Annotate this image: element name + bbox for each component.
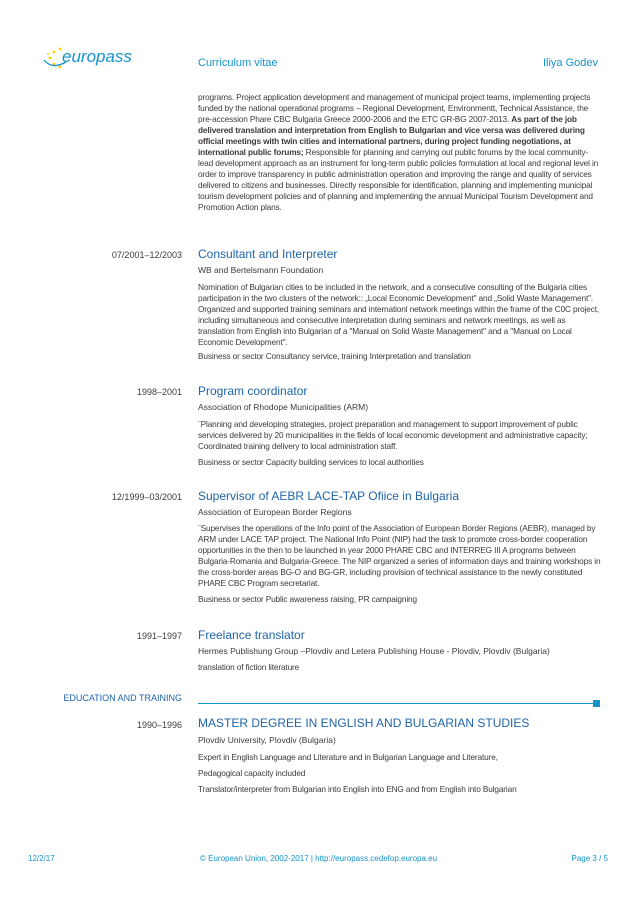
job-description: translation of fiction literature — [198, 662, 300, 672]
job-sector: Business or sector Public awareness raising, PR campaigning — [198, 594, 417, 604]
intro-text-2: Responsible for planning and carrying out public forums by the local community-lead development approach as an instrument for long-term public policies formulation at local and regional level in order to improve transparency in public administration operation and improving the range and quality of services delivered to citizens and businesses. Directly responsible for identification, planning and implementing municipal tourism development policies and of planning and implementing the annual Municipal Tourism Development and Promotion Action plans. — [198, 147, 599, 212]
education-detail: Pedagogical capacity included — [198, 768, 306, 778]
education-title: MASTER DEGREE IN ENGLISH AND BULGARIAN STUDIES — [198, 716, 530, 730]
job-description: Nomination of Bulgarian cities to be included in the network, and a consecutive consulting of the Bulgaria cities participation in the two clusters of the network:: „Local Economic Development" and „Solid Waste Management". Organized and supported training seminars and internationl network meetings within the frame of the C0C project, including simultaneous and consecutive interpretation during seminars and network meetings, as well as translation from English into Bulgarian of a "Manual on Solid Waste Management" and a "Manual on Local Economic Development". — [198, 282, 600, 347]
job-role: Program coordinator — [198, 384, 308, 398]
job-employer: WB and Bertelsmann Foundation — [198, 265, 324, 275]
logo-text: europass — [62, 47, 132, 66]
europass-logo — [40, 40, 150, 76]
section-divider — [198, 703, 593, 704]
job-description: ¨Supervises the operations of the Info point of the Association of European Border Regions (AEBR), managed by ARM under LACE TAP project. The National Info Point (NIP) had the task to promote cross-border cooperation opportunities in the then to be launched in year 2000 PHARE CBC and INTERREG III A programs between Bulgaria-Romania and Bulgaria-Greece. The NIP organized a series of information days and training workshops in the cross-border areas BG-O and BG-GR, including provision of technical assistance to the newly constituted PHARE CBC Program secretariat. — [198, 523, 601, 588]
job-description: ¨Planning and developing strategies, project preparation and management to support improvement of public services delivered by 20 municipalities in the fields of local economic development and administrative capacity; Coordinated training delivery to local administration staff. — [198, 419, 588, 451]
intro-text-1: programs. Project application development and management of municipal project teams, implementing projects funded by the national operational programs – Regional Development, Environmentt, Technical Assistance, the pre-accession Phare CBC Bulgaria Greece 2000-2006 and the ETC GR-BG 2007-2013. — [198, 92, 591, 124]
job-employer: Hermes Publishung Group –Plovdiv and Letera Publishing House - Plovdiv, Plovdiv (Bulgaria) — [198, 646, 550, 656]
page-header — [0, 0, 638, 80]
job-sector: Business or sector Capacity building services to local authorities — [198, 457, 424, 467]
job-role: Freelance translator — [198, 628, 305, 642]
job-date: 07/2001–12/2003 — [111, 250, 182, 260]
footer-date: 12/2/17 — [28, 854, 55, 863]
job-role: Consultant and Interpreter — [198, 247, 338, 261]
candidate-name: Iliya Godev — [542, 57, 598, 69]
section-heading-education: EDUCATION AND TRAINING — [63, 693, 182, 703]
education-institution: Plovdiv University, Plovdiv (Bulgaria) — [198, 735, 336, 745]
education-detail: Translator/interpreter from Bulgarian into English into ENG and from English into Bulgarian — [198, 784, 517, 794]
job-date: 1991–1997 — [136, 631, 182, 641]
job-role: Supervisor of AEBR LACE-TAP Ofiice in Bulgaria — [198, 489, 459, 503]
footer-copyright: © European Union, 2002-2017 | http://europass.cedefop.europa.eu — [200, 854, 438, 863]
job-sector: Business or sector Consultancy service, training Interpretation and translation — [198, 351, 471, 361]
section-marker-icon — [593, 700, 600, 707]
job-date: 12/1999–03/2001 — [111, 492, 182, 502]
job-employer: Association of Rhodope Municipalities (ARM) — [198, 402, 369, 412]
job-date: 1998–2001 — [136, 387, 182, 397]
intro-text-bold: As part of the job delivered translation and interpretation from English to Bulgarian and vice versa was delivered during official meetings with twin cities and international partners, during project funding negotiations, at international public forums; — [198, 114, 585, 157]
intro-paragraph — [198, 92, 603, 213]
education-detail: Expert in English Language and Literature and in Bulgarian Language and Literature, — [198, 752, 498, 762]
footer-page-number: Page 3 / 5 — [571, 854, 608, 863]
job-employer: Association of European Border Regions — [198, 507, 352, 517]
cv-title: Curriculum vitae — [198, 57, 278, 69]
education-date: 1990–1996 — [136, 720, 182, 730]
